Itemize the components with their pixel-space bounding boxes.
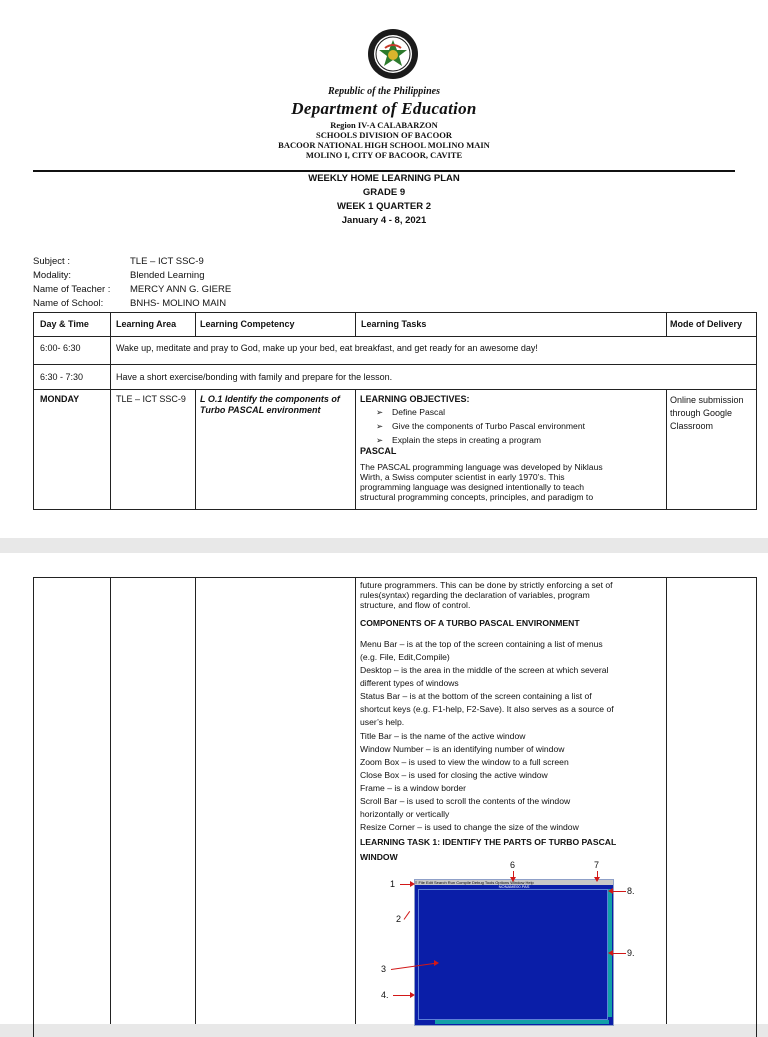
col-divider	[355, 312, 356, 336]
intro-line: future programmers. This can be done by strictly enforcing a set of	[360, 580, 613, 590]
region-line: Region IV-A CALABARZON	[330, 120, 438, 130]
header-day-time: Day & Time	[40, 319, 89, 329]
plan-title: WEEKLY HOME LEARNING PLAN	[308, 173, 460, 184]
plan-dates: January 4 - 8, 2021	[341, 215, 427, 226]
delivery-line: Classroom	[670, 421, 714, 431]
col-divider	[355, 577, 356, 1024]
annotation-label: 8.	[627, 886, 635, 896]
header-learning-area: Learning Area	[116, 319, 177, 329]
arrow-left-icon	[608, 888, 613, 894]
objective-item	[376, 421, 585, 432]
intro-line: rules(syntax) regarding the declaration of variables, program	[360, 590, 590, 600]
component-line: Desktop – is the area in the middle of the screen at which several	[360, 665, 609, 675]
col-divider	[110, 336, 111, 364]
turbo-pascal-screenshot	[414, 879, 614, 1026]
arrow-down-icon	[510, 877, 516, 882]
row2-time: 6:30 - 7:30	[40, 372, 84, 382]
task-title-line2: WINDOW	[360, 852, 398, 862]
annotation-label: 9.	[627, 948, 635, 958]
division-line: SCHOOLS DIVISION OF BACOOR	[316, 130, 452, 140]
intro-line: structure, and flow of control.	[360, 600, 471, 610]
objective-item	[376, 407, 445, 418]
tp-horizontal-scrollbar	[435, 1020, 609, 1024]
info-value: Blended Learning	[130, 270, 205, 281]
component-line: (e.g. File, Edit,Compile)	[360, 652, 450, 662]
annotation-label: 7	[594, 860, 600, 870]
annotation-label: 6	[510, 860, 516, 870]
component-line: shortcut keys (e.g. F1-help, F2-Save). It also serves as a source of	[360, 704, 614, 714]
arrow-bullet-icon: ➢	[376, 407, 384, 417]
arrow-right-icon	[410, 881, 415, 887]
arrow-bullet-icon: ➢	[376, 421, 384, 431]
document-page-2	[0, 553, 768, 1024]
pascal-text-line: The PASCAL programming language was developed by Niklaus	[360, 462, 603, 472]
component-line: Close Box – is used for closing the active window	[360, 770, 548, 780]
monday-day: MONDAY	[40, 394, 80, 404]
task-title-line1: LEARNING TASK 1: IDENTIFY THE PARTS OF TURBO PASCAL	[360, 837, 617, 847]
component-line: different types of windows	[360, 678, 459, 688]
col-divider	[110, 312, 111, 336]
col-divider	[110, 389, 111, 510]
pascal-text-line: programming language was designed intentionally to teach	[360, 482, 585, 492]
monday-competency-line2: Turbo PASCAL environment	[200, 405, 321, 415]
component-line: Status Bar – is at the bottom of the screen containing a list of	[360, 691, 592, 701]
annotation-label: 2	[396, 914, 402, 924]
col-divider	[195, 389, 196, 510]
row-divider	[33, 364, 757, 365]
info-label: Subject :	[33, 256, 70, 267]
monday-competency-line1: L O.1 Identify the components of	[200, 394, 340, 404]
address-line: MOLINO I, CITY OF BACOOR, CAVITE	[305, 150, 463, 160]
tp-desktop	[418, 889, 608, 1020]
col-divider	[110, 577, 111, 1024]
component-line: Resize Corner – is used to change the size of the window	[360, 822, 579, 832]
delivery-line: Online submission	[670, 395, 744, 405]
plan-grade: GRADE 9	[362, 187, 406, 198]
col-divider	[666, 577, 667, 1024]
col-divider	[110, 364, 111, 389]
department-heading: Department of Education	[291, 99, 477, 118]
objective-text: Give the components of Turbo Pascal environment	[392, 421, 585, 431]
annotation-label: 1	[390, 879, 396, 889]
arrow-bullet-icon: ➢	[376, 435, 384, 445]
info-label: Name of Teacher :	[33, 284, 111, 295]
school-seal-icon	[367, 28, 419, 80]
component-line: Frame – is a window border	[360, 783, 467, 793]
monday-area: TLE – ICT SSC-9	[116, 394, 186, 404]
pascal-text-line: structural programming concepts, principles, and paradigm to	[360, 492, 594, 502]
row-divider	[33, 336, 757, 337]
annotation-label: 4.	[381, 990, 389, 1000]
info-label: Name of School:	[33, 298, 104, 309]
arrow-right-icon	[434, 960, 439, 966]
arrow-down-icon	[594, 877, 600, 882]
header-learning-competency: Learning Competency	[200, 319, 295, 329]
row1-activity: Wake up, meditate and pray to God, make up your bed, eat breakfast, and get ready for an awesome day!	[116, 343, 538, 353]
col-divider	[666, 389, 667, 510]
delivery-line: through Google	[670, 408, 733, 418]
arrow-left-icon	[608, 950, 613, 956]
component-line: Title Bar – is the name of the active window	[360, 731, 526, 741]
pascal-title: PASCAL	[360, 446, 397, 456]
tp-menu-bar: ≡ File Edit Search Run Compile Debug Tools Options Window Help	[415, 880, 613, 885]
pascal-text-line: Wirth, a Swiss computer scientist in early 1970’s. This	[360, 472, 565, 482]
objective-text: Explain the steps in creating a program	[392, 435, 542, 445]
col-divider	[195, 577, 196, 1024]
row1-time: 6:00- 6:30	[40, 343, 81, 353]
school-line: BACOOR NATIONAL HIGH SCHOOL MOLINO MAIN	[278, 140, 490, 150]
objective-item	[376, 435, 541, 446]
component-line: Zoom Box – is used to view the window to a full screen	[360, 757, 569, 767]
col-divider	[355, 389, 356, 510]
tp-title-bar: NONAME00.PAS	[498, 884, 530, 889]
objectives-title: LEARNING OBJECTIVES:	[360, 394, 470, 404]
republic-heading: Republic of the Philippines	[328, 86, 440, 97]
component-line: user’s help.	[360, 717, 405, 727]
plan-week: WEEK 1 QUARTER 2	[337, 201, 431, 212]
objective-text: Define Pascal	[392, 407, 446, 417]
component-line: Window Number – is an identifying number of window	[360, 744, 565, 754]
info-value: TLE – ICT SSC-9	[130, 256, 204, 267]
col-divider	[666, 312, 667, 336]
info-value: BNHS- MOLINO MAIN	[130, 298, 227, 309]
annotation-arrow	[612, 953, 626, 954]
info-label: Modality:	[33, 270, 72, 281]
header-divider	[33, 170, 735, 172]
header-learning-tasks: Learning Tasks	[361, 319, 427, 329]
col-divider	[195, 312, 196, 336]
component-line: Menu Bar – is at the top of the screen containing a list of menus	[360, 639, 603, 649]
component-line: Scroll Bar – is used to scroll the contents of the window	[360, 796, 571, 806]
annotation-arrow	[612, 891, 626, 892]
header-mode-of-delivery: Mode of Delivery	[670, 319, 743, 329]
components-title: COMPONENTS OF A TURBO PASCAL ENVIRONMENT	[360, 618, 580, 628]
arrow-right-icon	[410, 992, 415, 998]
info-value: MERCY ANN G. GIERE	[130, 284, 232, 295]
row-divider	[33, 389, 757, 390]
annotation-label: 3	[381, 964, 387, 974]
row2-activity: Have a short exercise/bonding with family and prepare for the lesson.	[116, 372, 393, 382]
component-line: horizontally or vertically	[360, 809, 450, 819]
